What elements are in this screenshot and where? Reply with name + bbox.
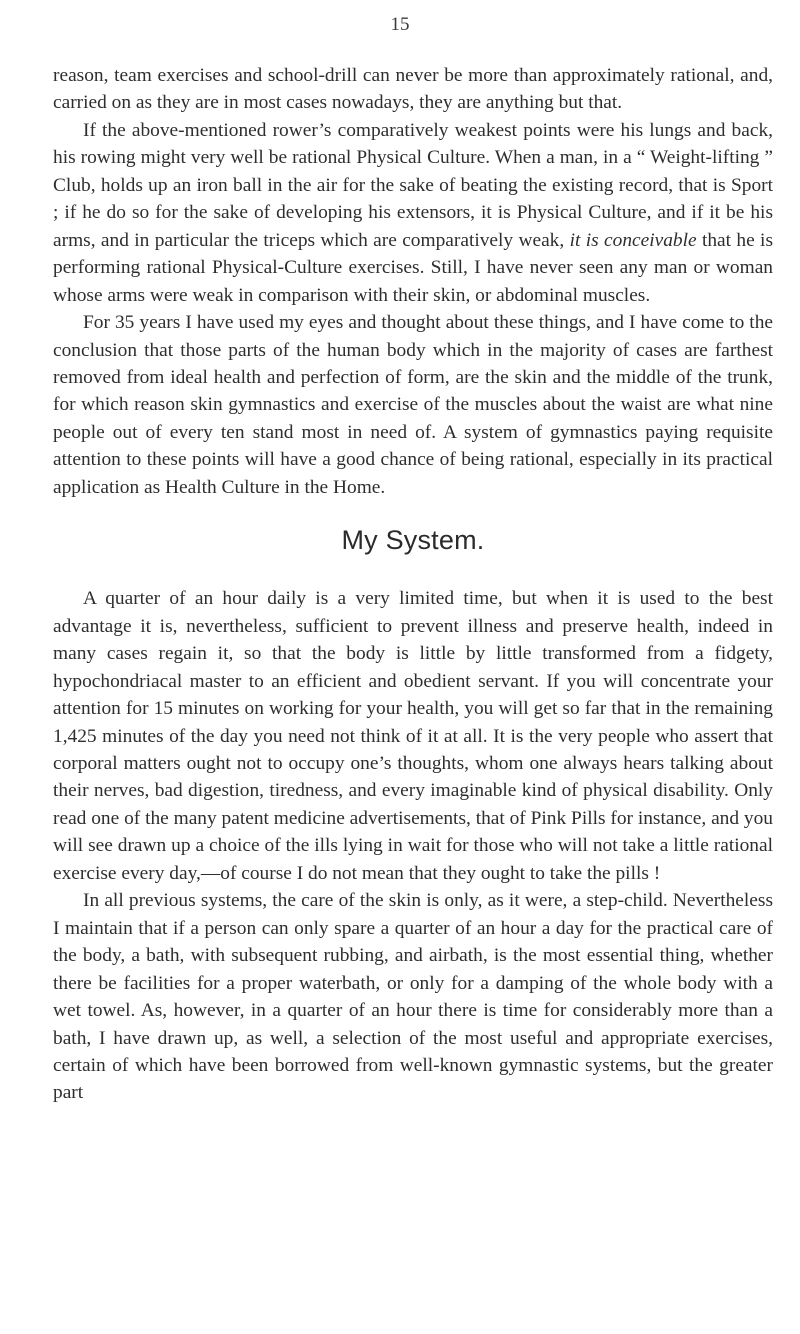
paragraph: In all previous systems, the care of the skin is only, as it were, a step-child. Nevertheless I maintain that if a person can only spare a quarter of an hour a day for the practical care of the body, a bath, with subsequent rubbing, and airbath, is the most essential thing, whether there be facilities for a proper waterbath, or only for a damping of the whole body with a wet towel. As, however, in a quarter of an hour there is time for considerably more than a bath, I have drawn up, as well, a selection of the most useful and appropriate exercises, certain of which have been borrowed from well-known gymnastic systems, but the greater part xyxy=(53,890,773,1104)
paragraph-text: If the above-mentioned rower’s comparatively weakest points were his lungs and back, his rowing might very well be rational Physical Culture. When a man, in a “ Weight-lifting ” Club, holds up an iron ball in the air for the sake of beating the existing record, that is Sport ; if he do so for the sake of developing his extensors, it is Physical Culture, and if it be his arms, and in particular the triceps which are comparatively weak, xyxy=(53,119,773,251)
body-text xyxy=(53,62,773,1107)
paragraph xyxy=(53,117,773,309)
page-number: 15 xyxy=(390,14,410,35)
paragraph: reason, team exercises and school-drill can never be more than approximately rational, and, carried on as they are in most cases nowadays, they are anything but that. xyxy=(53,65,773,114)
emphasis-text: it is conceivable xyxy=(569,229,697,251)
paragraph: A quarter of an hour daily is a very limited time, but when it is used to the best advantage it is, nevertheless, sufficient to prevent illness and preserve health, indeed in many cases regain it, so that the body is little by little transformed from a fidgety, hypochondriacal master to an efficient and obedient servant. If you will concentrate your attention for 15 minutes on working for your health, you will get so far that in the remaining 1,425 minutes of the day you need not think of it at all. It is the very people who assert that corporal matters ought not to occupy one’s thoughts, whom one always hears talking about their nerves, bad digestion, tiredness, and every imaginable kind of physical disability. Only read one of the many patent medicine advertisements, that of Pink Pills for instance, and you will see drawn up a choice of the ills lying in wait for those who will not take a little rational exercise every day,—of course I do not mean that they ought to take the pills ! xyxy=(53,588,773,884)
paragraph-text: that he is performing rational Physical-Culture exercises. Still, I have never seen any man or woman whose arms were weak in comparison with their skin, or abdominal muscles. xyxy=(53,229,773,306)
section-heading: My System. xyxy=(341,525,485,556)
paragraph: For 35 years I have used my eyes and thought about these things, and I have come to the conclusion that those parts of the human body which in the majority of cases are farthest removed from ideal health and perfection of form, are the skin and the middle of the trunk, for which reason skin gymnastics and exercise of the muscles about the waist are what nine people out of every ten stand most in need of. A system of gymnastics paying requisite attention to these points will have a good chance of being rational, especially in its practical application as Health Culture in the Home. xyxy=(53,312,773,498)
